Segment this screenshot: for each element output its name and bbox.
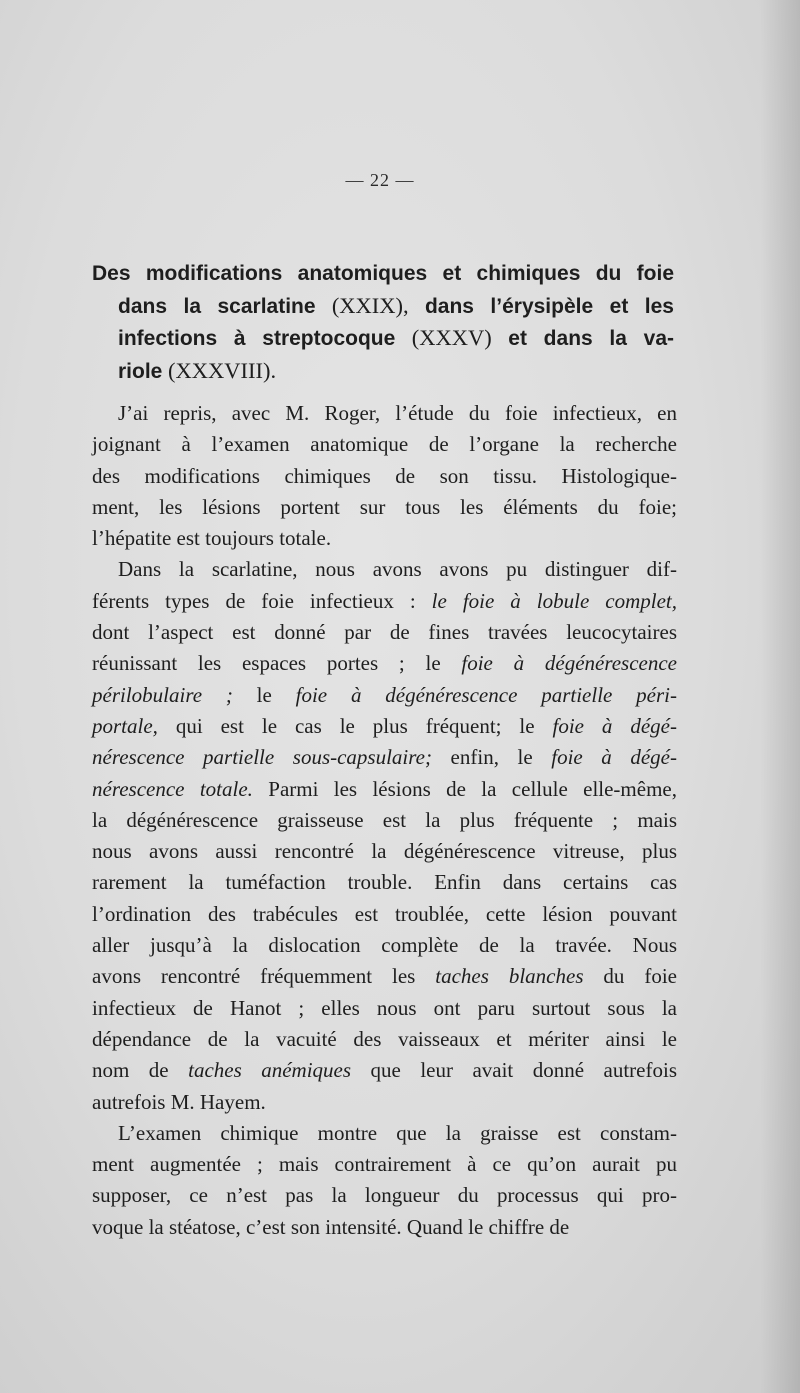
heading-bold-text: dans la scarlatine (118, 294, 316, 318)
heading-bold-text: et dans la va- (508, 327, 674, 350)
heading-reference: (XXIX), (315, 292, 425, 318)
text-run: dépendance de la vacuité des vaisseaux et mériter ainsi le (92, 1026, 677, 1051)
text-line (92, 680, 677, 711)
text-line (92, 836, 677, 867)
text-line (92, 805, 677, 836)
text-run: l’ordination des trabécules est troublée, cette lésion pouvant (92, 901, 677, 926)
text-line (92, 774, 677, 805)
italic-run: nérescence totale. (92, 776, 253, 801)
heading-reference: (XXXVIII). (162, 357, 277, 383)
text-line (92, 742, 677, 773)
text-run: réunissant les espaces portes ; le (92, 651, 462, 676)
text-line (92, 930, 677, 961)
paragraph (92, 1118, 677, 1243)
text-line (92, 461, 677, 492)
text-run: joignant à l’examen anatomique de l’organe la recherche (92, 432, 677, 457)
text-line (92, 523, 677, 554)
text-run: qui est le cas le plus fréquent; le (157, 713, 553, 738)
text-line (92, 1087, 677, 1118)
text-run: infectieux de Hanot ; elles nous ont paru surtout sous la (92, 995, 677, 1020)
text-run: enfin, le (431, 745, 552, 770)
italic-run: périlobulaire ; (92, 682, 233, 707)
text-line (92, 961, 677, 992)
text-line (92, 1212, 677, 1243)
text-run: le (232, 682, 296, 707)
text-run: l’hépatite est toujours totale. (92, 526, 332, 551)
italic-run: nérescence partielle sous-capsulaire; (92, 745, 432, 770)
heading-bold-text: Des modifications anatomiques et chimiques du foie (92, 262, 674, 285)
heading-line (92, 257, 674, 290)
text-run: L’examen chimique montre que la graisse est constam- (118, 1120, 677, 1145)
text-line (92, 711, 677, 742)
text-run: que leur avait donné autrefois (351, 1058, 677, 1083)
heading-bold-text: dans l’érysipèle et les (424, 294, 674, 318)
text-run: férents types de foie infectieux : (92, 588, 432, 613)
text-run: aller jusqu’à la dislocation complète de la travée. Nous (92, 933, 677, 958)
text-line (92, 1024, 677, 1055)
text-line (92, 398, 677, 429)
text-line (92, 586, 677, 617)
text-line (92, 554, 677, 585)
text-run: Parmi les lésions de la cellule elle-même, (252, 776, 677, 801)
text-run: rarement la tuméfaction trouble. Enfin dans certains cas (92, 870, 677, 895)
text-line (92, 617, 677, 648)
text-line (92, 429, 677, 460)
section-heading (92, 257, 674, 387)
text-line (92, 1180, 677, 1211)
heading-line (92, 290, 674, 323)
text-run: supposer, ce n’est pas la longueur du processus qui pro- (92, 1183, 677, 1208)
text-run: avons rencontré fréquemment les (92, 964, 436, 989)
heading-line (92, 355, 674, 388)
paragraph (92, 554, 677, 1117)
paragraph (92, 398, 677, 554)
page-number: — 22 — (345, 170, 415, 190)
text-run: ment augmentée ; mais contrairement à ce qu’on aurait pu (92, 1152, 677, 1177)
italic-run: taches anémiques (188, 1058, 352, 1083)
text-run: des modifications chimiques de son tissu. Histologique- (92, 463, 677, 488)
italic-run: foie à dégé- (552, 713, 677, 738)
text-run: dont l’aspect est donné par de fines travées leucocytaires (92, 620, 677, 645)
text-line (92, 1149, 677, 1180)
text-run: autrefois M. Hayem. (92, 1089, 266, 1114)
heading-bold-text: infections à streptocoque (118, 327, 396, 350)
heading-bold-text: riole (118, 359, 163, 383)
body-text (92, 398, 677, 1243)
text-line (92, 492, 677, 523)
text-line (92, 899, 677, 930)
italic-run: le foie à lobule complet, (431, 588, 677, 613)
text-line (92, 867, 677, 898)
italic-run: foie à dégénérescence (461, 651, 678, 676)
text-run: ment, les lésions portent sur tous les éléments du foie; (92, 494, 677, 519)
italic-run: foie à dégé- (551, 745, 677, 770)
text-run: J’ai repris, avec M. Roger, l’étude du foie infectieux, en (118, 401, 677, 425)
text-run: du foie (583, 964, 678, 989)
text-run: la dégénérescence graisseuse est la plus fréquente ; mais (92, 807, 677, 832)
italic-run: foie à dégénérescence partielle péri- (295, 682, 677, 707)
text-line (92, 648, 677, 679)
text-line (92, 1118, 677, 1149)
heading-reference: (XXXV) (395, 325, 509, 350)
text-run: voque la stéatose, c’est son intensité. Quand le chiffre de (92, 1214, 570, 1239)
text-line (92, 1055, 677, 1086)
text-run: Dans la scarlatine, nous avons avons pu distinguer dif- (118, 557, 677, 582)
italic-run: portale, (92, 713, 158, 738)
text-run: nous avons aussi rencontré la dégénérescence vitreuse, plus (92, 839, 677, 864)
italic-run: taches blanches (435, 964, 584, 989)
text-run: nom de (92, 1058, 189, 1083)
heading-line (92, 322, 674, 355)
text-line (92, 993, 677, 1024)
